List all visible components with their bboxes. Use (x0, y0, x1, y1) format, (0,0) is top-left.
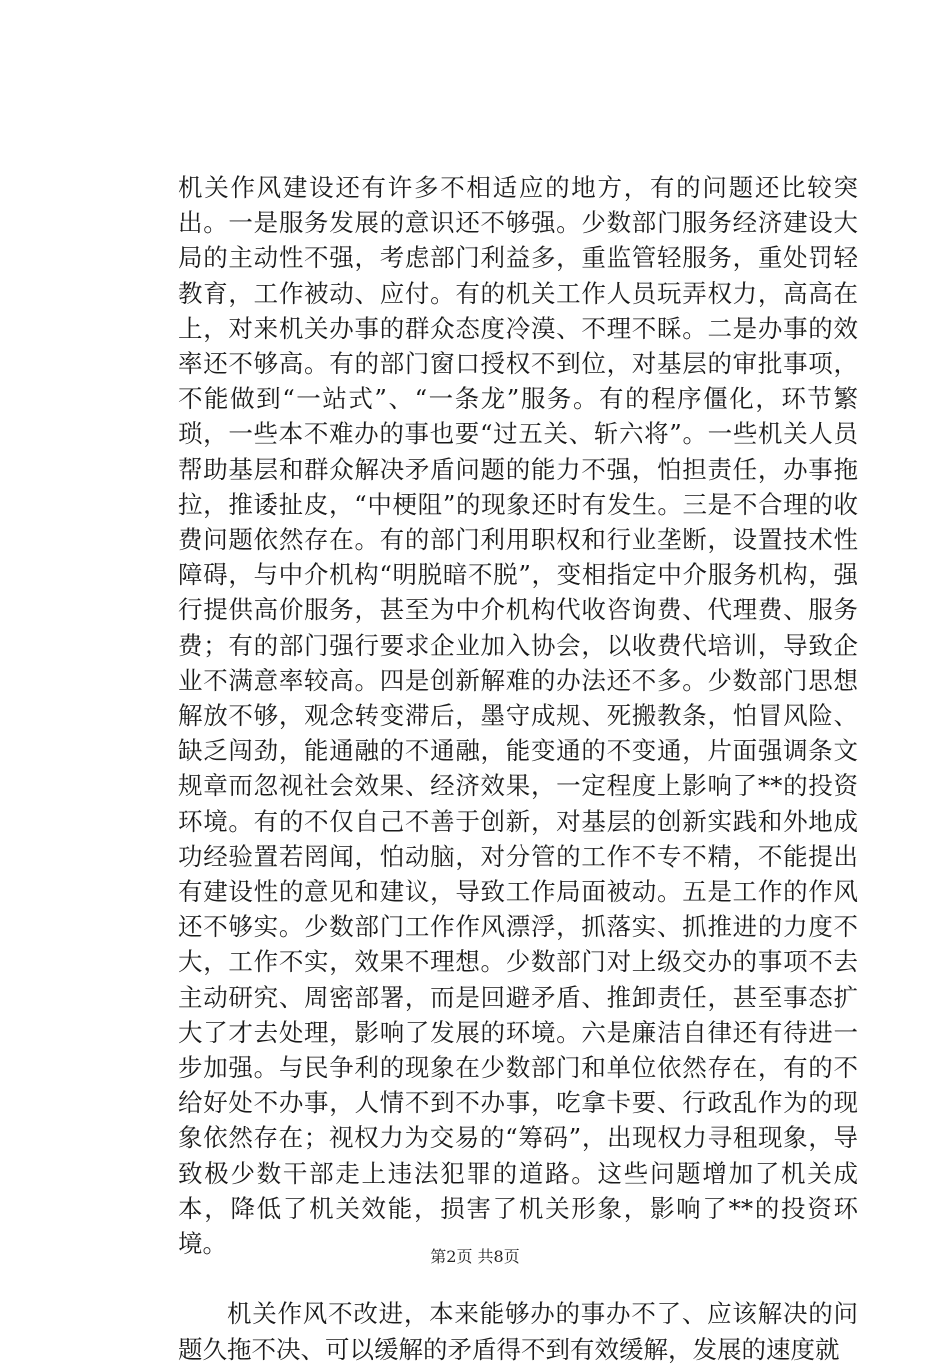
document-body (178, 170, 858, 1367)
page-number-footer: 第2页 共8页 (430, 1247, 520, 1266)
paragraph-2: 机关作风不改进，本来能够办的事办不了、应该解决的问题久拖不决、可以缓解的矛盾得不到有效缓解，发展的速度就 (178, 1299, 858, 1364)
paragraph-1: 机关作风建设还有许多不相适应的地方，有的问题还比较突出。一是服务发展的意识还不够强。少数部门服务经济建设大局的主动性不强，考虑部门利益多，重监管轻服务，重处罚轻教育，工作被动、应付。有的机关工作人员玩弄权力，高高在上，对来机关办事的群众态度冷漠、不理不睬。二是办事的效率还不够高。有的部门窗口授权不到位，对基层的审批事项，不能做到“一站式”、“一条龙”服务。有的程序僵化，环节繁琐，一些本不难办的事也要“过五关、斩六将”。一些机关人员帮助基层和群众解决矛盾问题的能力不强，怕担责任，办事拖拉，推诿扯皮，“中梗阻”的现象还时有发生。三是不合理的收费问题依然存在。有的部门利用职权和行业垄断，设置技术性障碍，与中介机构“明脱暗不脱”，变相指定中介服务机构，强行提供高价服务，甚至为中介机构代收咨询费、代理费、服务费；有的部门强行要求企业加入协会，以收费代培训，导致企业不满意率较高。四是创新解难的办法还不多。少数部门思想解放不够，观念转变滞后，墨守成规、死搬教条，怕冒风险、缺乏闯劲，能通融的不通融，能变通的不变通，片面强调条文规章而忽视社会效果、经济效果，一定程度上影响了**的投资环境。有的不仅自己不善于创新，对基层的创新实践和外地成功经验置若罔闻，怕动脑，对分管的工作不专不精，不能提出有建设性的意见和建议，导致工作局面被动。五是工作的作风还不够实。少数部门工作作风漂浮，抓落实、抓推进的力度不大，工作不实，效果不理想。少数部门对上级交办的事项不去主动研究、周密部署，而是回避矛盾、推卸责任，甚至事态扩大了才去处理，影响了发展的环境。六是廉洁自律还有待进一步加强。与民争利的现象在少数部门和单位依然存在，有的不给好处不办事，人情不到不办事，吃拿卡要、行政乱作为的现象依然存在；视权力为交易的“筹码”，出现权力寻租现象，导致极少数干部走上违法犯罪的道路。这些问题增加了机关成本，降低了机关效能，损害了机关形象，影响了**的投资环境。 (178, 173, 858, 1259)
